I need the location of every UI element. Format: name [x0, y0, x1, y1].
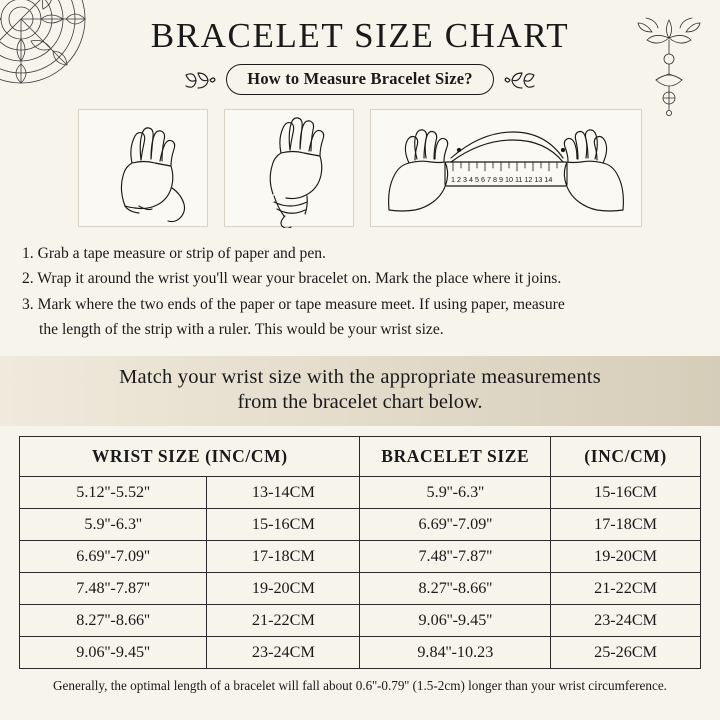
header-wrist-size: WRIST SIZE (INC/CM) — [20, 437, 360, 477]
cell-wrist-cm: 23-24CM — [207, 637, 360, 669]
cell-wrist-inch: 6.69''-7.09'' — [20, 541, 207, 573]
cell-bracelet-inch: 9.84''-10.23 — [360, 637, 551, 669]
cell-bracelet-cm: 23-24CM — [551, 605, 701, 637]
cell-bracelet-inch: 9.06''-9.45'' — [360, 605, 551, 637]
illustration-ruler-measure — [370, 109, 642, 227]
cell-wrist-inch: 5.9''-6.3'' — [20, 509, 207, 541]
cell-bracelet-cm: 15-16CM — [551, 477, 701, 509]
match-banner — [0, 356, 720, 426]
step-2: 2. Wrap it around the wrist you'll wear your bracelet on. Mark the place where it joins. — [22, 270, 562, 288]
flourish-left-icon — [182, 69, 216, 91]
cell-wrist-cm: 13-14CM — [207, 477, 360, 509]
cell-bracelet-inch: 7.48''-7.87'' — [360, 541, 551, 573]
header-bracelet-units: (INC/CM) — [551, 437, 701, 477]
subtitle-pill: How to Measure Bracelet Size? — [226, 64, 493, 95]
header-bracelet-size: BRACELET SIZE — [360, 437, 551, 477]
cell-bracelet-inch: 5.9''-6.3'' — [360, 477, 551, 509]
illustration-hand-with-tape — [78, 109, 208, 227]
banner-line-2: from the bracelet chart below. — [237, 391, 483, 413]
step-3-continued: the length of the strip with a ruler. This would be your wrist size. — [39, 320, 444, 338]
banner-line-1: Match your wrist size with the appropriate measurements — [119, 366, 601, 388]
table-row — [20, 477, 701, 509]
cell-wrist-inch: 7.48''-7.87'' — [20, 573, 207, 605]
step-1: 1. Grab a tape measure or strip of paper and pen. — [22, 245, 326, 262]
table-row — [20, 605, 701, 637]
ruler-tick-labels: 1 2 3 4 5 6 7 8 9 10 11 12 13 14 — [451, 175, 553, 184]
cell-wrist-cm: 15-16CM — [207, 509, 360, 541]
size-table — [19, 436, 701, 669]
cell-bracelet-cm: 17-18CM — [551, 509, 701, 541]
flourish-right-icon — [504, 69, 538, 91]
illustration-row — [0, 109, 720, 227]
illustration-hand-measuring-wrist — [224, 109, 354, 227]
cell-wrist-cm: 17-18CM — [207, 541, 360, 573]
steps-list — [22, 241, 698, 342]
cell-bracelet-cm: 25-26CM — [551, 637, 701, 669]
cell-bracelet-cm: 21-22CM — [551, 573, 701, 605]
table-header-row — [20, 437, 701, 477]
cell-bracelet-cm: 19-20CM — [551, 541, 701, 573]
table-row — [20, 541, 701, 573]
footnote: Generally, the optimal length of a bracelet will fall about 0.6''-0.79'' (1.5-2cm) longer than your wrist circumference. — [53, 678, 667, 693]
cell-wrist-inch: 8.27''-8.66'' — [20, 605, 207, 637]
cell-wrist-inch: 5.12''-5.52'' — [20, 477, 207, 509]
page-title: BRACELET SIZE CHART — [150, 16, 570, 55]
cell-bracelet-inch: 6.69''-7.09'' — [360, 509, 551, 541]
subtitle-row — [0, 64, 720, 95]
cell-bracelet-inch: 8.27''-8.66'' — [360, 573, 551, 605]
table-row — [20, 637, 701, 669]
table-row — [20, 573, 701, 605]
cell-wrist-cm: 21-22CM — [207, 605, 360, 637]
cell-wrist-cm: 19-20CM — [207, 573, 360, 605]
table-row — [20, 509, 701, 541]
cell-wrist-inch: 9.06''-9.45'' — [20, 637, 207, 669]
step-3: 3. Mark where the two ends of the paper or tape measure meet. If using paper, measure — [22, 295, 565, 313]
